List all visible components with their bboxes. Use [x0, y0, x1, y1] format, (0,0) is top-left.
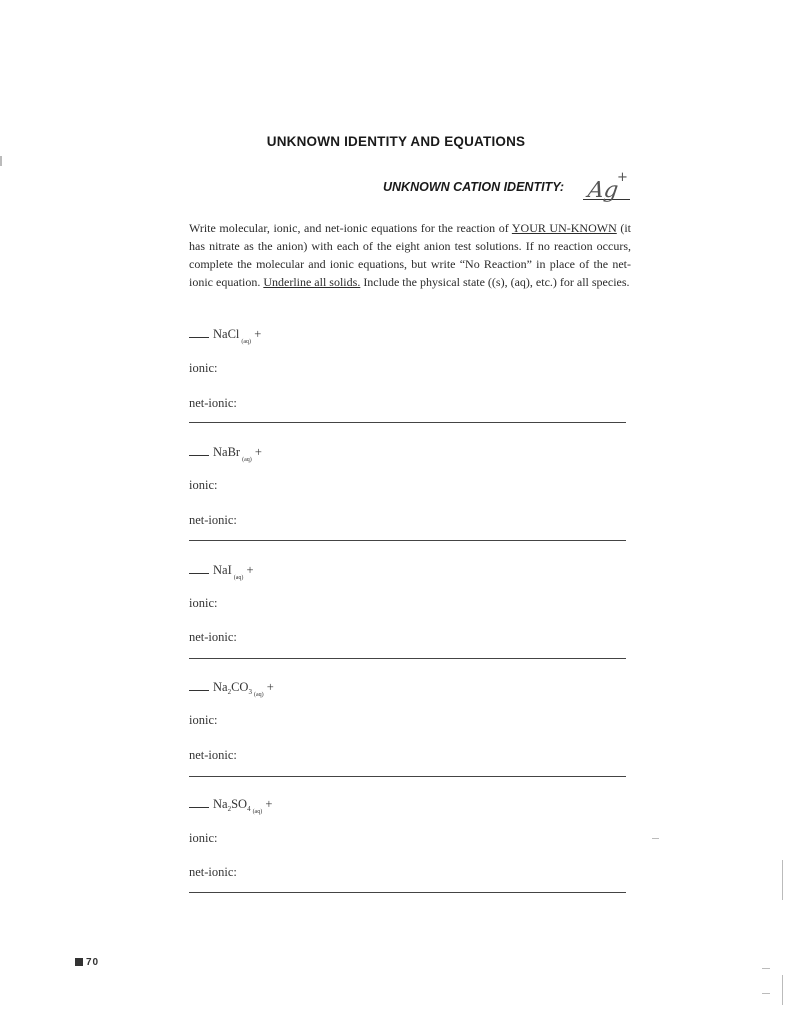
instructions-your-unknown: YOUR UN-KNOWN	[511, 221, 617, 235]
page-title: UNKNOWN IDENTITY AND EQUATIONS	[266, 134, 526, 149]
reactant-formula-part1: Na	[213, 797, 228, 811]
plus-sign: +	[266, 680, 274, 694]
reactant-state: (aq)	[233, 575, 244, 581]
ionic-label: ionic:	[189, 478, 218, 492]
coefficient-blank[interactable]	[189, 573, 209, 574]
reaction-na2co3	[189, 680, 274, 698]
ionic-label: ionic:	[189, 831, 218, 845]
coefficient-blank[interactable]	[189, 807, 209, 808]
reaction-nai	[189, 563, 254, 581]
cation-charge-handwritten: +	[617, 170, 628, 185]
reaction-nabr	[189, 445, 262, 463]
scan-mark	[0, 156, 2, 166]
scan-mark	[782, 860, 783, 900]
instructions-paragraph	[189, 219, 631, 291]
ionic-label: ionic:	[189, 596, 218, 610]
cation-identity-label: UNKNOWN CATION IDENTITY:	[383, 180, 565, 194]
plus-sign: +	[246, 563, 254, 577]
section-divider	[189, 776, 626, 777]
net-ionic-label: net-ionic:	[189, 748, 237, 762]
reactant-state: (aq)	[252, 809, 263, 815]
scan-mark	[782, 975, 783, 1005]
plus-sign: +	[254, 445, 262, 459]
instructions-underline-solids: Underline all solids.	[263, 275, 361, 289]
plus-sign: +	[254, 327, 262, 341]
reactant-state: (aq)	[241, 339, 252, 345]
scan-mark	[762, 968, 770, 969]
reactant-formula: NaI	[213, 563, 232, 577]
net-ionic-label: net-ionic:	[189, 513, 237, 527]
net-ionic-label: net-ionic:	[189, 396, 237, 410]
scan-mark	[652, 838, 659, 839]
coefficient-blank[interactable]	[189, 455, 209, 456]
instructions-text-2: (it has nitrate as the anion) with each of the eight anion test solutions. If no reaction occurs, complete the molecular and ionic equations, but write “No Reaction” in place of the net-ionic equation.	[189, 221, 632, 289]
reactant-subscript-2: 4	[247, 805, 251, 813]
reactant-state: (aq)	[242, 457, 252, 463]
instructions-text-1: Write molecular, ionic, and net-ionic equations for the reaction of	[189, 221, 512, 235]
cation-answer-handwritten: Ag	[586, 178, 620, 203]
footer-square-icon	[75, 958, 83, 966]
reactant-formula-part2: SO	[231, 797, 248, 811]
reactant-formula: NaCl	[213, 327, 240, 341]
section-divider	[189, 892, 626, 893]
reaction-nacl	[189, 327, 261, 345]
page-number: 70	[86, 957, 100, 968]
coefficient-blank[interactable]	[189, 690, 209, 691]
scan-mark	[762, 993, 770, 994]
ionic-label: ionic:	[189, 713, 218, 727]
reactant-formula-part1: Na	[213, 680, 228, 694]
reactant-subscript-1: 2	[227, 805, 232, 813]
reactant-formula-part2: CO	[231, 680, 249, 694]
reactant-formula: NaBr	[213, 445, 241, 459]
ionic-label: ionic:	[189, 361, 218, 375]
instructions-text-3: Include the physical state ((s), (aq), etc.) for all species.	[360, 275, 630, 289]
reactant-subscript-2: 3	[248, 688, 252, 696]
section-divider	[189, 540, 626, 541]
section-divider	[189, 658, 626, 659]
reactant-subscript-1: 2	[227, 688, 232, 696]
reaction-na2so4	[189, 797, 272, 815]
reactant-state: (aq)	[253, 692, 264, 698]
page-footer	[75, 957, 99, 968]
net-ionic-label: net-ionic:	[189, 865, 237, 879]
net-ionic-label: net-ionic:	[189, 630, 237, 644]
section-divider	[189, 422, 626, 423]
plus-sign: +	[265, 797, 273, 811]
coefficient-blank[interactable]	[189, 337, 209, 338]
